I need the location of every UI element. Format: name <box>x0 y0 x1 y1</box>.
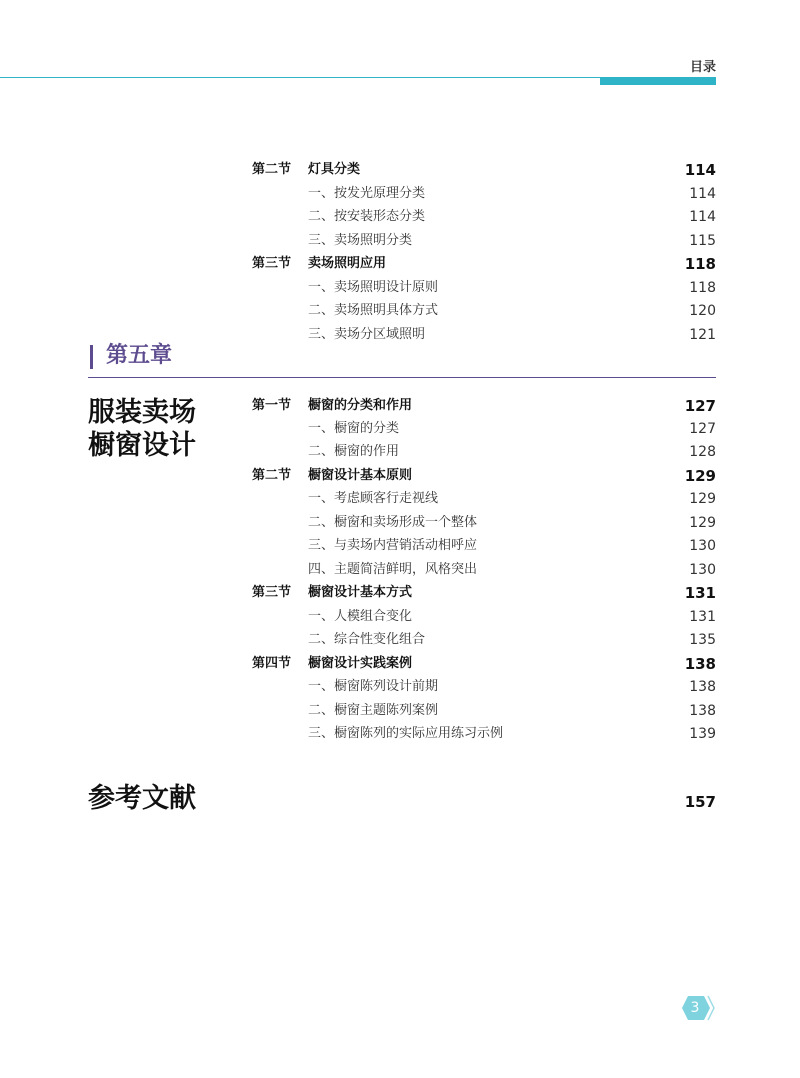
header-title: 目录 <box>689 60 716 75</box>
toc-item-row[interactable] <box>252 724 716 744</box>
toc-item-row[interactable] <box>252 536 716 556</box>
chapter-title <box>88 396 228 462</box>
item-page: 131 <box>689 609 716 625</box>
toc-section-row[interactable] <box>252 583 716 603</box>
item-page: 114 <box>689 186 716 202</box>
item-page: 138 <box>689 703 716 719</box>
toc-item-row[interactable] <box>252 489 716 509</box>
section-title: 橱窗设计基本原则 <box>308 468 413 483</box>
toc-item-row[interactable] <box>252 207 716 227</box>
toc-item-row[interactable] <box>252 419 716 439</box>
item-page: 135 <box>689 632 716 648</box>
item-title: 三、卖场照明分类 <box>308 233 413 248</box>
section-page: 118 <box>684 255 716 273</box>
item-title: 一、橱窗陈列设计前期 <box>308 679 439 694</box>
item-title: 三、橱窗陈列的实际应用练习示例 <box>308 726 504 741</box>
toc-item-row[interactable] <box>252 607 716 627</box>
item-title: 一、橱窗的分类 <box>308 421 400 436</box>
item-page: 127 <box>689 421 716 437</box>
item-title: 三、与卖场内营销活动相呼应 <box>308 538 478 553</box>
section-page: 131 <box>684 584 716 602</box>
section-page: 127 <box>684 397 716 415</box>
item-title: 一、卖场照明设计原则 <box>308 280 439 295</box>
section-label: 第三节 <box>252 256 292 271</box>
item-title: 二、橱窗和卖场形成一个整体 <box>308 515 478 530</box>
item-title: 一、人模组合变化 <box>308 609 413 624</box>
item-page: 121 <box>689 327 716 343</box>
toc-item-row[interactable] <box>252 184 716 204</box>
section-label: 第二节 <box>252 468 292 483</box>
toc-item-row[interactable] <box>252 278 716 298</box>
item-page: 129 <box>689 491 716 507</box>
item-page: 118 <box>689 280 716 296</box>
section-page: 114 <box>684 161 716 179</box>
chapter-label: 第五章 <box>106 343 173 368</box>
toc-item-row[interactable] <box>252 231 716 251</box>
item-page: 130 <box>689 562 716 578</box>
item-page: 120 <box>689 303 716 319</box>
item-title: 二、橱窗主题陈列案例 <box>308 703 439 718</box>
item-title: 四、主题简洁鲜明，风格突出 <box>308 562 478 577</box>
header-accent-bar <box>600 77 716 85</box>
item-title: 二、综合性变化组合 <box>308 632 426 647</box>
references-title[interactable]: 参考文献 <box>88 783 196 814</box>
section-label: 第二节 <box>252 162 292 177</box>
toc-item-row[interactable] <box>252 701 716 721</box>
item-title: 二、按安装形态分类 <box>308 209 426 224</box>
toc-item-row[interactable] <box>252 677 716 697</box>
section-title: 卖场照明应用 <box>308 256 387 271</box>
toc-section-row[interactable] <box>252 396 716 416</box>
section-label: 第三节 <box>252 585 292 600</box>
toc-section-row[interactable] <box>252 654 716 674</box>
page-number: 3 <box>690 1000 700 1016</box>
section-title: 橱窗设计实践案例 <box>308 656 413 671</box>
item-page: 130 <box>689 538 716 554</box>
item-title: 一、按发光原理分类 <box>308 186 426 201</box>
section-label: 第一节 <box>252 398 292 413</box>
section-title: 橱窗设计基本方式 <box>308 585 413 600</box>
toc-item-row[interactable] <box>252 442 716 462</box>
toc-section-row[interactable] <box>252 254 716 274</box>
section-title: 灯具分类 <box>308 162 361 177</box>
item-page: 115 <box>689 233 716 249</box>
item-page: 129 <box>689 515 716 531</box>
chapter-marker-bar <box>90 345 93 369</box>
toc-section-row[interactable] <box>252 160 716 180</box>
chapter-rule <box>88 377 716 378</box>
item-page: 138 <box>689 679 716 695</box>
section-page: 138 <box>684 655 716 673</box>
chapter-title-line: 服装卖场 <box>88 397 196 428</box>
item-title: 二、橱窗的作用 <box>308 444 400 459</box>
toc-item-row[interactable] <box>252 325 716 345</box>
item-title: 二、卖场照明具体方式 <box>308 303 439 318</box>
section-page: 129 <box>684 467 716 485</box>
item-title: 一、考虑顾客行走视线 <box>308 491 439 506</box>
item-page: 114 <box>689 209 716 225</box>
item-page: 139 <box>689 726 716 742</box>
references-page: 157 <box>684 793 716 811</box>
chapter-title-line: 橱窗设计 <box>88 430 196 461</box>
item-title: 三、卖场分区域照明 <box>308 327 426 342</box>
item-page: 128 <box>689 444 716 460</box>
section-title: 橱窗的分类和作用 <box>308 398 413 413</box>
toc-section-row[interactable] <box>252 466 716 486</box>
toc-item-row[interactable] <box>252 513 716 533</box>
toc-item-row[interactable] <box>252 630 716 650</box>
toc-item-row[interactable] <box>252 560 716 580</box>
toc-item-row[interactable] <box>252 301 716 321</box>
section-label: 第四节 <box>252 656 292 671</box>
